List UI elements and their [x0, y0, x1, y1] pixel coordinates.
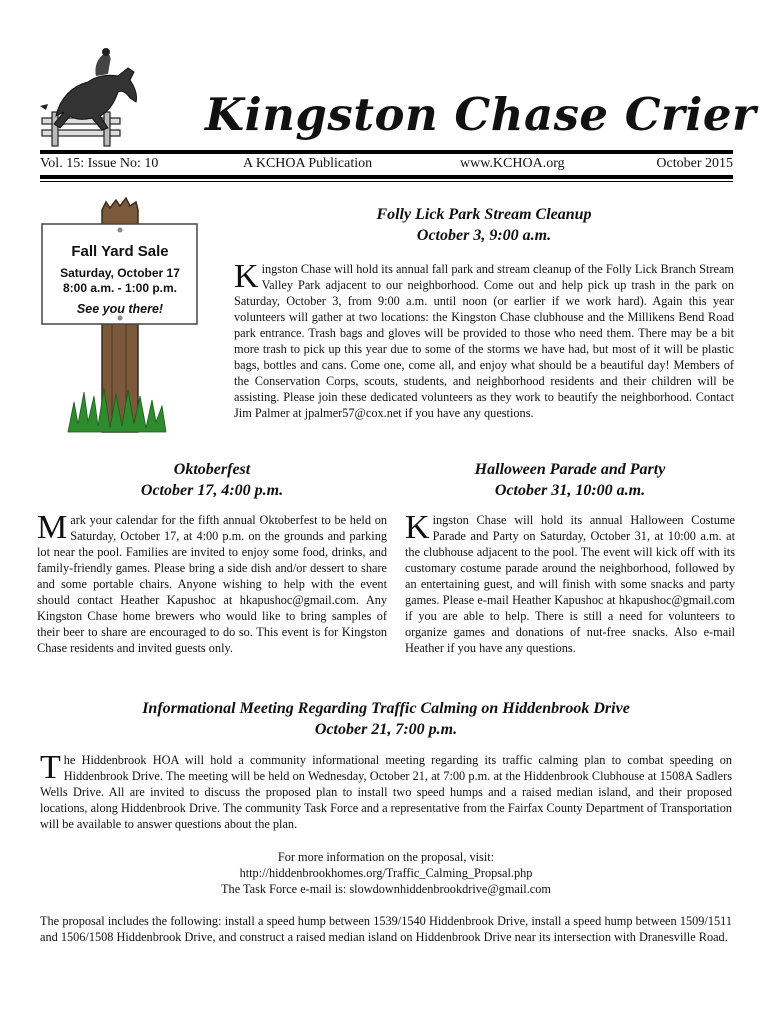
halloween-dropcap: K [405, 509, 430, 546]
traffic-info-url[interactable]: http://hiddenbrookhomes.org/Traffic_Calming_Propsal.php [239, 866, 533, 880]
yard-sale-time: 8:00 a.m. - 1:00 p.m. [62, 281, 178, 295]
oktoberfest-article [37, 459, 387, 656]
cleanup-heading: Folly Lick Park Stream Cleanup [376, 206, 592, 223]
oktoberfest-body [37, 509, 387, 656]
traffic-info-email[interactable]: The Task Force e-mail is: slowdownhiddenbrookdrive@gmail.com [221, 882, 551, 896]
yard-sale-title: Fall Yard Sale [71, 243, 169, 260]
newsletter-title: Kingston Chase Crier [205, 88, 757, 141]
traffic-info [40, 849, 732, 897]
traffic-heading: Informational Meeting Regarding Traffic Calming on Hiddenbrook Drive [142, 700, 630, 717]
halloween-text: ingston Chase will hold its annual Halloween Costume Parade and Party on Saturday, October 31, at 10:00 a.m. at the clubhouse adjacent to the pool. The event will kick off with its customary costume parade around the neighborhood, followed by an entertaining guest, and will finish with some snacks and party games. Please e-mail Heather Kapushoc at hkapushoc@gmail.com if you are able to help. There is still a need for volunteers to organize games and donations of nut-free snacks. Also e-mail Heather if you have any questions. [405, 513, 735, 655]
publisher: A KCHOA Publication [243, 156, 373, 171]
cleanup-dropcap: K [234, 258, 259, 295]
masthead-rule-top [40, 150, 733, 154]
halloween-article [405, 459, 735, 656]
volume-issue: Vol. 15: Issue No: 10 [40, 156, 159, 171]
cleanup-subheading: October 3, 9:00 a.m. [416, 227, 552, 244]
oktoberfest-text: ark your calendar for the fifth annual Oktoberfest to be held on Saturday, October 17, at 4:00 p.m. on the grounds and parking lot near the pool. Families are invited to enjoy some food, drinks, and family-friendly games. Please bring a side dish and/or dessert to share and some portable chairs. Anyone wishing to help with the event should contact Heather Kapushoc at hkapushoc@gmail.com. Any Kingston Chase home brewers who would like to bring samples of their beer to share are encouraged to do so. This event is for Kingston Chase residents and invited guests only. [37, 513, 387, 655]
masthead-rule-bottom [40, 175, 733, 179]
website-link[interactable]: www.KCHOA.org [460, 156, 565, 171]
cleanup-article [234, 204, 734, 421]
masthead-rule-thin [40, 181, 733, 182]
yard-sale-tagline: See you there! [76, 302, 164, 316]
oktoberfest-dropcap: M [37, 509, 68, 546]
traffic-proposal: The proposal includes the following: install a speed hump between 1539/1540 Hiddenbrook Drive, install a speed hump between 1509/1511 and 1506/1508 Hiddenbrook Drive, and construct a raised median island on Hiddenbrook Drive near its intersection with Dranesville Road. [40, 914, 732, 944]
halloween-subheading: October 31, 10:00 a.m. [494, 482, 646, 499]
cleanup-body [234, 258, 734, 421]
horse-jumping-logo [38, 46, 146, 148]
yard-sale-sign [44, 240, 196, 317]
halloween-body [405, 509, 735, 656]
traffic-article [40, 698, 732, 945]
yard-sale-date: Saturday, October 17 [60, 266, 180, 280]
oktoberfest-heading: Oktoberfest [173, 461, 251, 478]
oktoberfest-subheading: October 17, 4:00 p.m. [140, 482, 284, 499]
traffic-dropcap: T [40, 749, 61, 786]
traffic-text: he Hiddenbrook HOA will hold a community informational meeting regarding its traffic calming plan to combat speeding on Hiddenbrook Drive. The meeting will be held on Wednesday, October 21, at 7:00 p.m. at the Hiddenbrook Clubhouse at 1508A Sadlers Wells Drive. All are invited to discuss the proposed plan to install two speed humps and a raised median island, and their proposed locations, along Hiddenbrook Drive. The community Task Force and a representative from the Fairfax County Department of Transportation will be available to answer questions about the plan. [40, 753, 732, 831]
halloween-heading: Halloween Parade and Party [474, 461, 666, 478]
traffic-subheading: October 21, 7:00 p.m. [314, 721, 458, 738]
traffic-body [40, 749, 732, 832]
cleanup-text: ingston Chase will hold its annual fall park and stream cleanup of the Folly Lick Branch Stream Valley Park adjacent to our neighborhood. Come out and help pick up trash in the park on Saturday, October 3, from 9:00 a.m. until noon (or earlier if we work hard). Again this year volunteers will gather at two locations: the Kingston Chase clubhouse and the Millikens Bend Road park entrance. Trash bags and gloves will be provided to those who need them. There may be a bit more trash to pick up this year due to some of the storms we have had, but most of it will be plastic bags, bottles and cans. Come one, come all, and enjoy what should be a beautiful day! Members of the Conservation Corps, scouts, students, and neighborhood residents and their children will be assisting. Please join these dedicated volunteers as they work to beautify the neighborhood. Contact Jim Palmer at jpalmer57@cox.net if you have any questions. [234, 262, 734, 420]
issue-date: October 2015 [656, 156, 733, 171]
traffic-info-line: For more information on the proposal, visit: [277, 850, 495, 864]
